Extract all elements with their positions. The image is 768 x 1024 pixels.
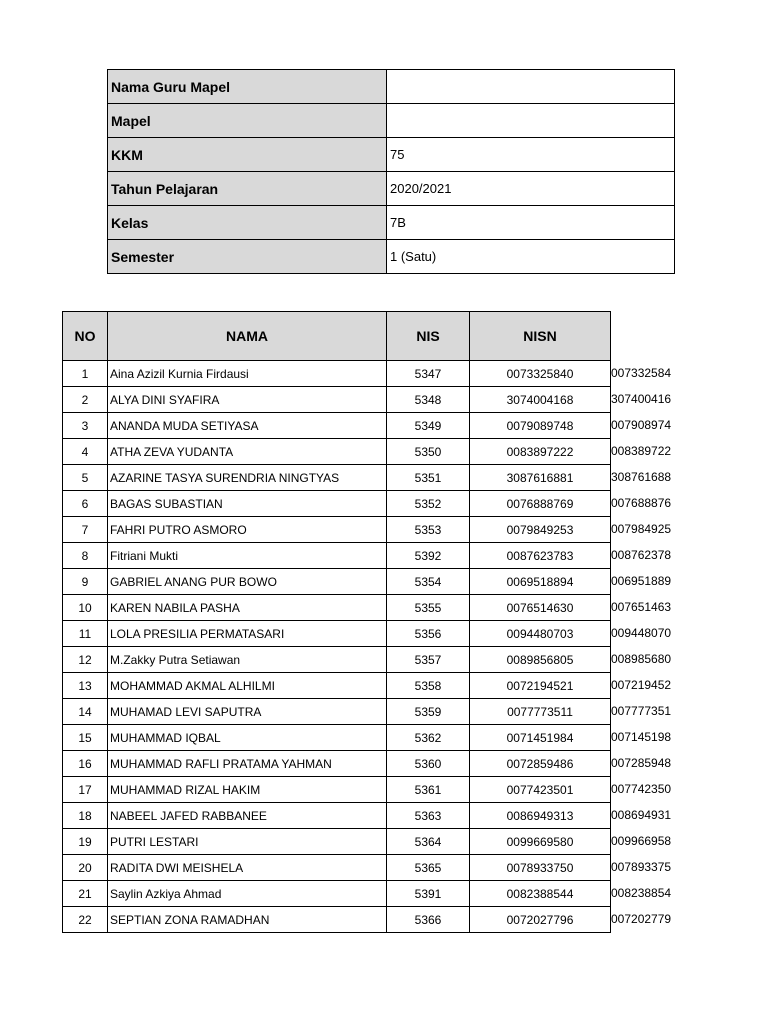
info-row xyxy=(108,240,675,274)
info-table xyxy=(107,69,675,274)
cell-nisn: 0072194521 xyxy=(470,673,611,699)
cell-nisn: 0077423501 xyxy=(470,777,611,803)
table-row xyxy=(63,907,611,933)
info-value[interactable]: 75 xyxy=(387,138,675,172)
cell-nis: 5361 xyxy=(387,777,470,803)
cell-nisn: 0069518894 xyxy=(470,569,611,595)
cell-no: 6 xyxy=(63,491,108,517)
table-row xyxy=(63,517,611,543)
info-value[interactable]: 1 (Satu) xyxy=(387,240,675,274)
cell-no: 22 xyxy=(63,907,108,933)
table-row xyxy=(63,569,611,595)
cell-no: 11 xyxy=(63,621,108,647)
overflow-cell: 007145198 xyxy=(611,730,672,744)
info-row xyxy=(108,70,675,104)
overflow-cell: 008694931 xyxy=(611,808,672,822)
overflow-column xyxy=(611,360,768,932)
cell-no: 7 xyxy=(63,517,108,543)
table-row xyxy=(63,595,611,621)
overflow-cell: 007893375 xyxy=(611,860,672,874)
overflow-cell: 007332584 xyxy=(611,366,672,380)
cell-nis: 5354 xyxy=(387,569,470,595)
cell-nis: 5364 xyxy=(387,829,470,855)
table-row xyxy=(63,751,611,777)
overflow-cell: 308761688 xyxy=(611,470,672,484)
cell-nis: 5349 xyxy=(387,413,470,439)
cell-nama: GABRIEL ANANG PUR BOWO xyxy=(108,569,387,595)
cell-nama: Fitriani Mukti xyxy=(108,543,387,569)
cell-nisn: 0099669580 xyxy=(470,829,611,855)
cell-no: 20 xyxy=(63,855,108,881)
cell-nis: 5366 xyxy=(387,907,470,933)
cell-nis: 5363 xyxy=(387,803,470,829)
cell-nis: 5360 xyxy=(387,751,470,777)
cell-nisn: 0072859486 xyxy=(470,751,611,777)
cell-nis: 5347 xyxy=(387,361,470,387)
overflow-cell: 007688876 xyxy=(611,496,672,510)
cell-nisn: 0079849253 xyxy=(470,517,611,543)
cell-no: 15 xyxy=(63,725,108,751)
cell-no: 21 xyxy=(63,881,108,907)
overflow-cell: 007742350 xyxy=(611,782,672,796)
overflow-cell: 006951889 xyxy=(611,574,672,588)
table-row xyxy=(63,413,611,439)
cell-nama: KAREN NABILA PASHA xyxy=(108,595,387,621)
cell-nama: M.Zakky Putra Setiawan xyxy=(108,647,387,673)
cell-nis: 5356 xyxy=(387,621,470,647)
overflow-cell: 307400416 xyxy=(611,392,672,406)
cell-nisn: 0078933750 xyxy=(470,855,611,881)
cell-nisn: 0072027796 xyxy=(470,907,611,933)
cell-no: 16 xyxy=(63,751,108,777)
info-label: Tahun Pelajaran xyxy=(108,172,387,206)
overflow-cell: 007984925 xyxy=(611,522,672,536)
cell-nis: 5392 xyxy=(387,543,470,569)
cell-no: 19 xyxy=(63,829,108,855)
cell-nama: MUHAMAD LEVI SAPUTRA xyxy=(108,699,387,725)
header-nama: NAMA xyxy=(108,312,387,361)
cell-nisn: 0083897222 xyxy=(470,439,611,465)
overflow-cell: 007219452 xyxy=(611,678,672,692)
cell-nis: 5365 xyxy=(387,855,470,881)
cell-nis: 5391 xyxy=(387,881,470,907)
cell-nama: LOLA PRESILIA PERMATASARI xyxy=(108,621,387,647)
info-label: Nama Guru Mapel xyxy=(108,70,387,104)
header-no: NO xyxy=(63,312,108,361)
cell-nisn: 0089856805 xyxy=(470,647,611,673)
info-label: Kelas xyxy=(108,206,387,240)
table-row xyxy=(63,387,611,413)
table-row xyxy=(63,725,611,751)
cell-nama: MUHAMMAD RAFLI PRATAMA YAHMAN xyxy=(108,751,387,777)
cell-no: 8 xyxy=(63,543,108,569)
header-nisn: NISN xyxy=(470,312,611,361)
cell-nisn: 0082388544 xyxy=(470,881,611,907)
info-value[interactable] xyxy=(387,70,675,104)
cell-nisn: 0086949313 xyxy=(470,803,611,829)
cell-nisn: 0087623783 xyxy=(470,543,611,569)
info-body xyxy=(108,70,675,274)
cell-nis: 5355 xyxy=(387,595,470,621)
overflow-cell: 009966958 xyxy=(611,834,672,848)
cell-no: 9 xyxy=(63,569,108,595)
cell-nama: MOHAMMAD AKMAL ALHILMI xyxy=(108,673,387,699)
cell-nama: MUHAMMAD RIZAL HAKIM xyxy=(108,777,387,803)
table-row xyxy=(63,465,611,491)
cell-nis: 5359 xyxy=(387,699,470,725)
overflow-cell: 007202779 xyxy=(611,912,672,926)
overflow-cell: 008985680 xyxy=(611,652,672,666)
cell-nisn: 0076514630 xyxy=(470,595,611,621)
cell-nis: 5352 xyxy=(387,491,470,517)
cell-nisn: 0079089748 xyxy=(470,413,611,439)
cell-no: 2 xyxy=(63,387,108,413)
cell-nisn: 3074004168 xyxy=(470,387,611,413)
cell-no: 10 xyxy=(63,595,108,621)
cell-nama: RADITA DWI MEISHELA xyxy=(108,855,387,881)
table-row xyxy=(63,829,611,855)
info-row xyxy=(108,206,675,240)
overflow-cell: 008238854 xyxy=(611,886,672,900)
table-row xyxy=(63,543,611,569)
table-row xyxy=(63,621,611,647)
info-label: Semester xyxy=(108,240,387,274)
overflow-cell: 007908974 xyxy=(611,418,672,432)
info-row xyxy=(108,104,675,138)
cell-no: 14 xyxy=(63,699,108,725)
table-row xyxy=(63,855,611,881)
cell-nis: 5350 xyxy=(387,439,470,465)
table-row xyxy=(63,881,611,907)
cell-nisn: 0094480703 xyxy=(470,621,611,647)
cell-nis: 5353 xyxy=(387,517,470,543)
overflow-cell: 008389722 xyxy=(611,444,672,458)
overflow-cell: 009448070 xyxy=(611,626,672,640)
table-row xyxy=(63,491,611,517)
info-label: Mapel xyxy=(108,104,387,138)
cell-nama: ALYA DINI SYAFIRA xyxy=(108,387,387,413)
cell-nisn: 0071451984 xyxy=(470,725,611,751)
cell-nama: BAGAS SUBASTIAN xyxy=(108,491,387,517)
cell-nis: 5351 xyxy=(387,465,470,491)
table-row xyxy=(63,361,611,387)
table-row xyxy=(63,777,611,803)
table-row xyxy=(63,673,611,699)
cell-nama: ANANDA MUDA SETIYASA xyxy=(108,413,387,439)
cell-nisn: 0077773511 xyxy=(470,699,611,725)
cell-nis: 5348 xyxy=(387,387,470,413)
info-label: KKM xyxy=(108,138,387,172)
overflow-cell: 008762378 xyxy=(611,548,672,562)
cell-no: 12 xyxy=(63,647,108,673)
cell-no: 4 xyxy=(63,439,108,465)
overflow-cell: 007777351 xyxy=(611,704,672,718)
cell-no: 13 xyxy=(63,673,108,699)
table-row xyxy=(63,803,611,829)
info-row xyxy=(108,172,675,206)
cell-nis: 5362 xyxy=(387,725,470,751)
cell-nama: ATHA ZEVA YUDANTA xyxy=(108,439,387,465)
cell-nisn: 3087616881 xyxy=(470,465,611,491)
cell-nisn: 0073325840 xyxy=(470,361,611,387)
cell-nama: PUTRI LESTARI xyxy=(108,829,387,855)
cell-nisn: 0076888769 xyxy=(470,491,611,517)
table-row xyxy=(63,647,611,673)
cell-nama: Aina Azizil Kurnia Firdausi xyxy=(108,361,387,387)
cell-no: 5 xyxy=(63,465,108,491)
cell-nama: MUHAMMAD IQBAL xyxy=(108,725,387,751)
info-row xyxy=(108,138,675,172)
header-nis: NIS xyxy=(387,312,470,361)
info-value[interactable] xyxy=(387,104,675,138)
overflow-cell: 007285948 xyxy=(611,756,672,770)
cell-nama: AZARINE TASYA SURENDRIA NINGTYAS xyxy=(108,465,387,491)
cell-no: 18 xyxy=(63,803,108,829)
info-value[interactable]: 7B xyxy=(387,206,675,240)
cell-no: 17 xyxy=(63,777,108,803)
table-row xyxy=(63,439,611,465)
cell-nama: SEPTIAN ZONA RAMADHAN xyxy=(108,907,387,933)
students-body xyxy=(63,361,611,933)
cell-no: 3 xyxy=(63,413,108,439)
info-value[interactable]: 2020/2021 xyxy=(387,172,675,206)
cell-nama: Saylin Azkiya Ahmad xyxy=(108,881,387,907)
cell-nis: 5358 xyxy=(387,673,470,699)
cell-nama: FAHRI PUTRO ASMORO xyxy=(108,517,387,543)
cell-nama: NABEEL JAFED RABBANEE xyxy=(108,803,387,829)
students-table xyxy=(62,311,611,933)
students-header xyxy=(63,312,611,361)
table-row xyxy=(63,699,611,725)
cell-nis: 5357 xyxy=(387,647,470,673)
overflow-cell: 007651463 xyxy=(611,600,672,614)
cell-no: 1 xyxy=(63,361,108,387)
